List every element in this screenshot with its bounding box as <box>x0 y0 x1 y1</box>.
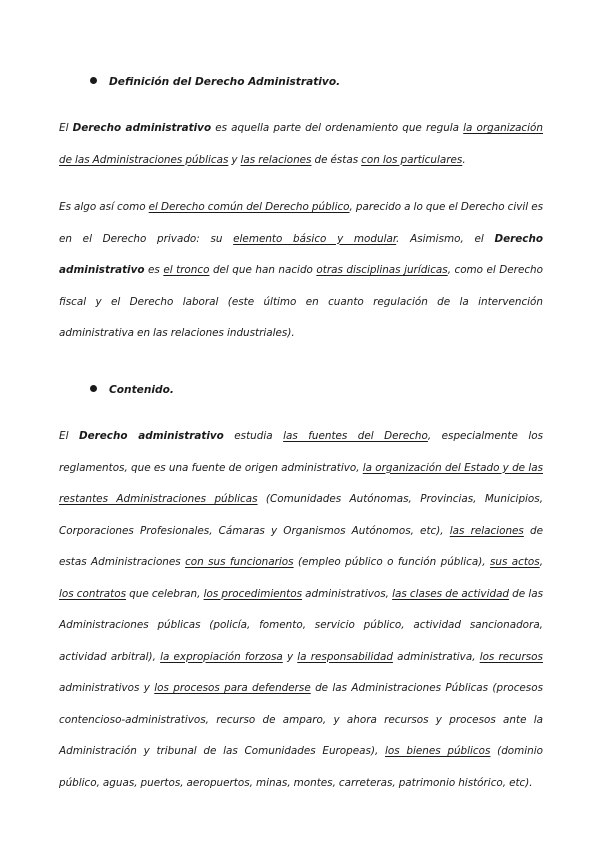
underlined-term: los contratos <box>59 587 127 600</box>
text-run: y <box>282 650 298 663</box>
text-run: y <box>228 153 241 166</box>
heading-text: Definición del Derecho Administrativo. <box>109 76 341 88</box>
section-heading-definicion <box>90 75 340 89</box>
underlined-term: la expropiación forzosa <box>160 650 283 663</box>
underlined-term: la responsabilidad <box>297 650 393 663</box>
underlined-term: las clases de actividad <box>392 587 510 600</box>
underlined-term: los procedimientos <box>203 587 303 600</box>
underlined-term: las relaciones <box>449 524 524 537</box>
underlined-term: otras disciplinas jurídicas <box>316 264 448 276</box>
bullet-icon <box>90 385 97 392</box>
bold-term: Derecho administrativo <box>78 430 224 442</box>
underlined-term: elemento básico y modular <box>233 232 397 245</box>
paragraph-definicion-1 <box>59 113 543 176</box>
text-run: , parecido a lo que el Derecho civil es en el Derecho privado: su <box>59 201 544 245</box>
text-run: , como el Derecho fiscal y el Derecho laboral (este último en cuanto regulación de la intervención administrativa en las relaciones industriales). <box>59 264 543 339</box>
text-run: . Asimismo, el <box>396 232 495 245</box>
underlined-term: con sus funcionarios <box>185 556 294 568</box>
text-run: (empleo público o función pública), <box>293 556 490 568</box>
underlined-term: los recursos <box>479 650 543 663</box>
text-run: administrativos y <box>59 682 155 694</box>
underlined-term: sus actos <box>489 556 540 568</box>
text-run: es <box>144 264 164 276</box>
text-run: Es algo así como <box>59 201 149 213</box>
underlined-term: el tronco <box>163 264 210 276</box>
bullet-icon <box>90 77 97 84</box>
text-run: (dominio público, aguas, puertos, aeropuertos, minas, montes, carreteras, patrimonio histórico, etc). <box>59 745 543 789</box>
text-run: del que han nacido <box>209 264 317 276</box>
underlined-term: con los particulares <box>361 153 463 166</box>
underlined-term: las fuentes del Derecho <box>283 430 428 442</box>
text-run: de estas Administraciones <box>59 524 543 568</box>
underlined-term: los procesos para defenderse <box>154 682 311 694</box>
text-run: administrativos, <box>302 587 393 600</box>
text-run: , <box>539 556 544 568</box>
text-run: de éstas <box>311 153 362 166</box>
bold-term: Derecho administrativo <box>72 122 212 134</box>
text-run: , especialmente los reglamentos, que es una fuente de origen administrativo, <box>59 430 544 474</box>
underlined-term: las relaciones <box>240 153 312 166</box>
paragraph-definicion-2 <box>59 192 543 350</box>
underlined-term: el Derecho común del Derecho público <box>148 201 350 213</box>
section-heading-contenido <box>90 383 174 397</box>
text-run: estudia <box>223 430 284 442</box>
text-run: (Comunidades Autónomas, Provincias, Municipios, Corporaciones Profesionales, Cámaras y Organismos Autónomos, etc), <box>59 493 544 537</box>
heading-text: Contenido. <box>109 384 174 396</box>
underlined-term: los bienes públicos <box>385 745 491 757</box>
text-run: es aquella parte del ordenamiento que regula <box>211 122 464 134</box>
text-run: El <box>59 430 79 442</box>
bold-term: Derecho administrativo <box>59 232 543 276</box>
paragraph-contenido-1 <box>59 421 543 799</box>
text-run: de las Administraciones Públicas (procesos contencioso-administrativos, recurso de amparo, y ahora recursos y procesos ante la Administración y tribunal de las Comunidades Europeas), <box>59 682 543 757</box>
text-run: . <box>462 153 466 166</box>
text-run: El <box>59 122 73 134</box>
text-run: de las Administraciones públicas (policía, fomento, servicio público, actividad sancionadora, actividad arbitral), <box>59 587 543 663</box>
text-run: administrativa, <box>392 650 480 663</box>
text-run: que celebran, <box>126 587 204 600</box>
underlined-term: la organización de las Administraciones públicas <box>59 122 543 166</box>
underlined-term: la organización del Estado y de las restantes Administraciones públicas <box>59 461 543 505</box>
